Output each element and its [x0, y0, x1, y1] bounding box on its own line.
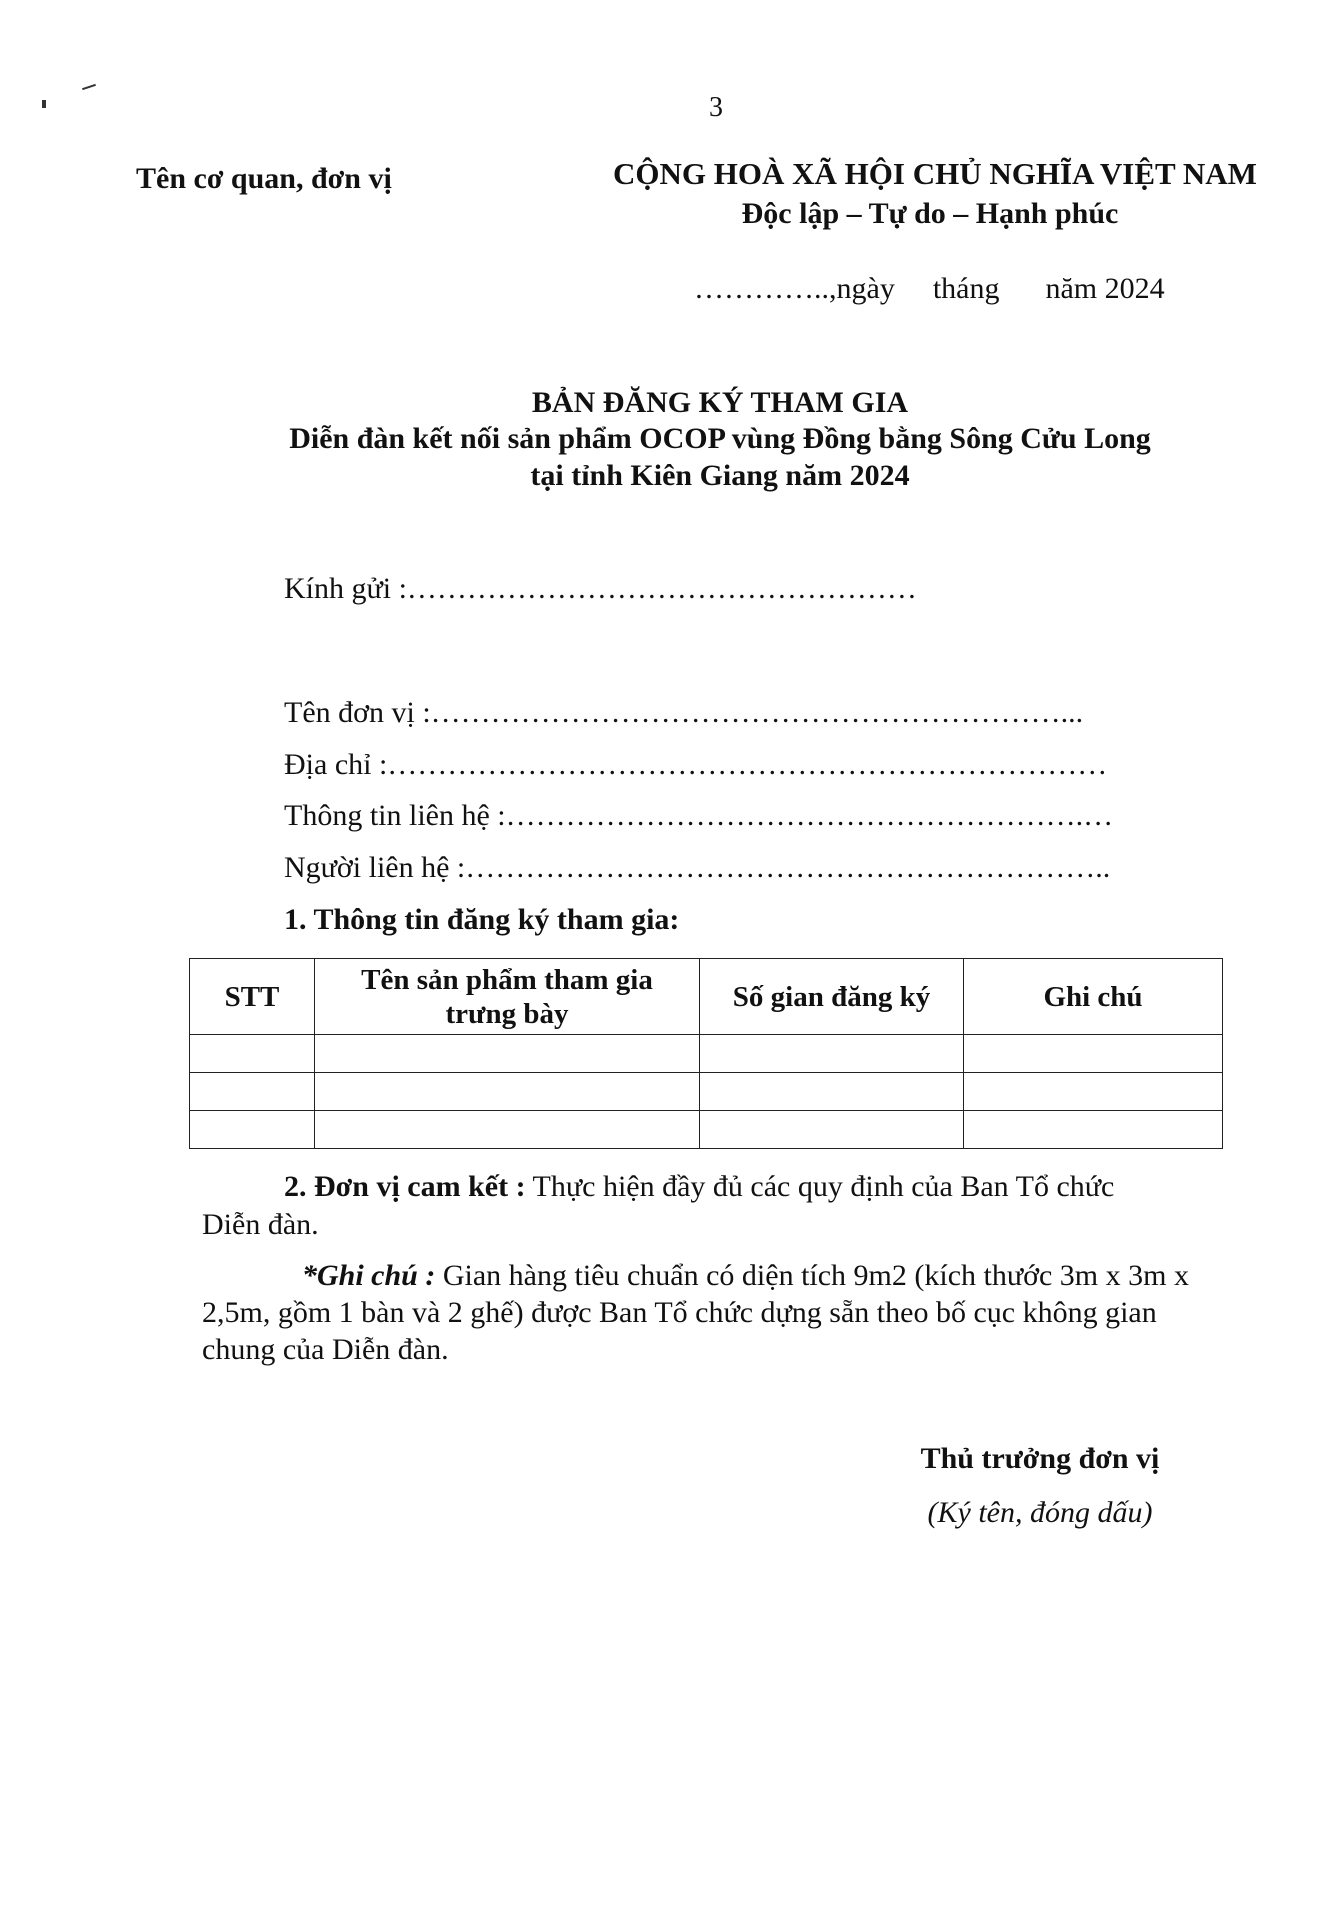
- table-row: [190, 1111, 1223, 1149]
- date-year: năm 2024: [1045, 272, 1165, 305]
- header-product-line2: trưng bày: [445, 997, 569, 1030]
- section1-heading: 1. Thông tin đăng ký tham gia:: [284, 903, 680, 936]
- table-row: [190, 1035, 1223, 1073]
- section2-line1: [284, 1168, 1244, 1206]
- header-product-line1: Tên sản phẩm tham gia: [361, 963, 653, 996]
- note-line1: [302, 1257, 1262, 1295]
- registration-table: [189, 958, 1223, 1149]
- header-stt: STT: [190, 959, 315, 1035]
- agency-name: Tên cơ quan, đơn vị: [136, 162, 392, 195]
- signature-title: Thủ trưởng đơn vị: [920, 1442, 1160, 1475]
- table-cell[interactable]: [964, 1111, 1223, 1149]
- field-dia-chi: Địa chỉ :………………………………………………………………: [284, 748, 1108, 781]
- date-place: …………..,ngày: [694, 272, 895, 305]
- table-header-row: [190, 959, 1223, 1035]
- note-text: Gian hàng tiêu chuẩn có diện tích 9m2 (kích thước 3m x 3m x: [435, 1259, 1189, 1292]
- field-nguoi-lien-he: Người liên hệ :………………………………………………………..: [284, 851, 1111, 884]
- table-cell[interactable]: [700, 1035, 964, 1073]
- signature-subtitle: (Ký tên, đóng dấu): [927, 1496, 1153, 1529]
- scan-mark: [42, 100, 46, 108]
- table-cell[interactable]: [315, 1111, 700, 1149]
- section2-text: Thực hiện đầy đủ các quy định của Ban Tổ chức: [525, 1170, 1115, 1203]
- section2-line2: Diễn đàn.: [202, 1208, 319, 1241]
- document-subtitle-line1: Diễn đàn kết nối sản phẩm OCOP vùng Đồng bằng Sông Cửu Long: [289, 422, 1151, 455]
- table-row: [190, 1073, 1223, 1111]
- table-cell[interactable]: [315, 1035, 700, 1073]
- table-cell[interactable]: [190, 1073, 315, 1111]
- note-line2: 2,5m, gồm 1 bàn và 2 ghế) được Ban Tổ chức dựng sẵn theo bố cục không gian: [202, 1296, 1157, 1329]
- national-motto: Độc lập – Tự do – Hạnh phúc: [741, 197, 1119, 230]
- field-thong-tin-lien-he: Thông tin liên hệ :………………………………………………….…: [284, 799, 1114, 832]
- date-line: [694, 270, 1294, 308]
- header-product: [315, 959, 700, 1035]
- scan-mark: [82, 84, 96, 90]
- page-number: 3: [709, 92, 723, 123]
- document-title: BẢN ĐĂNG KÝ THAM GIA: [531, 386, 909, 419]
- table-cell[interactable]: [964, 1073, 1223, 1111]
- table-cell[interactable]: [315, 1073, 700, 1111]
- table-cell[interactable]: [700, 1111, 964, 1149]
- field-ten-don-vi: Tên đơn vị :………………………………………………………...: [284, 696, 1084, 729]
- document-subtitle-line2: tại tỉnh Kiên Giang năm 2024: [530, 459, 910, 492]
- note-line3: chung của Diễn đàn.: [202, 1333, 449, 1366]
- section2-label: 2. Đơn vị cam kết :: [284, 1170, 526, 1203]
- header-note: Ghi chú: [964, 959, 1223, 1035]
- note-label: *Ghi chú :: [302, 1259, 436, 1292]
- table-cell[interactable]: [964, 1035, 1223, 1073]
- table-cell[interactable]: [700, 1073, 964, 1111]
- country-name: CỘNG HOÀ XÃ HỘI CHỦ NGHĨA VIỆT NAM: [613, 156, 1257, 191]
- table-cell[interactable]: [190, 1035, 315, 1073]
- table-cell[interactable]: [190, 1111, 315, 1149]
- header-booth-count: Số gian đăng ký: [700, 959, 964, 1035]
- field-kinh-gui: Kính gửi :……………………………………………: [284, 572, 917, 605]
- date-month: tháng: [932, 272, 1000, 305]
